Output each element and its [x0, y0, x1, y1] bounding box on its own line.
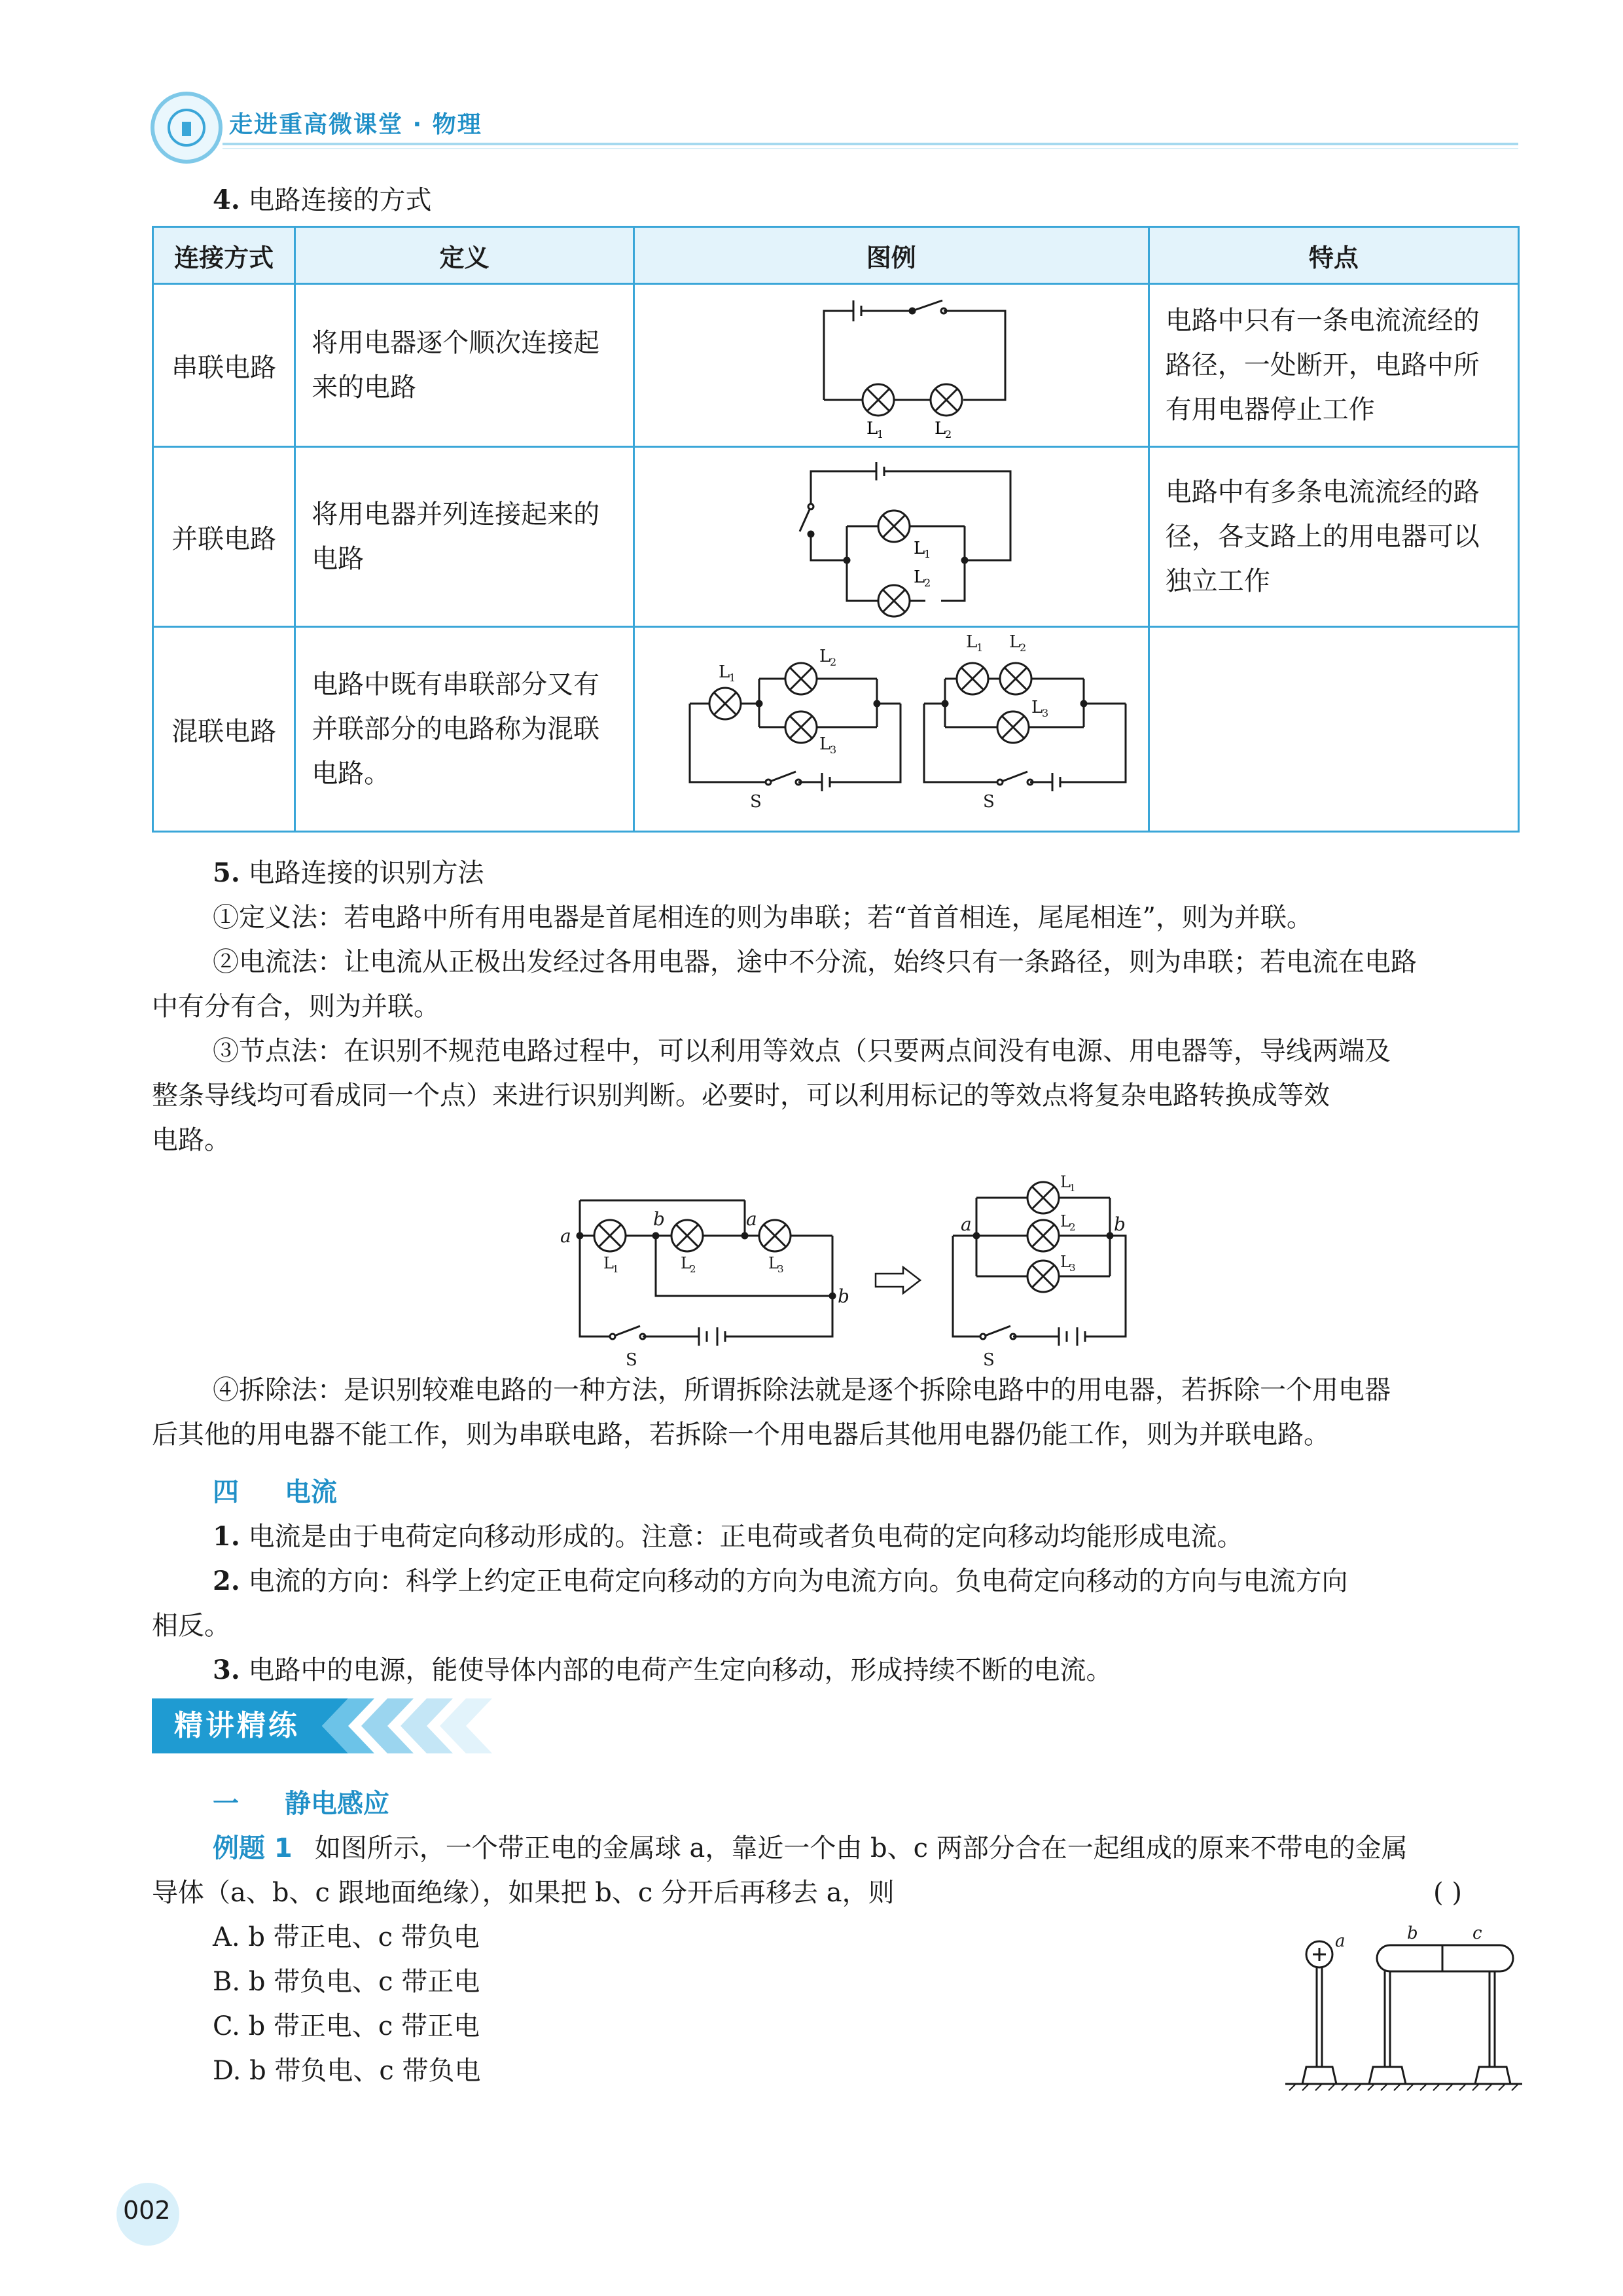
row-name: 并联电路: [153, 447, 295, 627]
parallel-circuit-svg: [651, 448, 1132, 619]
table-row: [153, 627, 1519, 832]
mixed-circuit-diagrams: [633, 627, 1149, 832]
svg-text:L: L: [866, 419, 878, 439]
connection-table: [152, 226, 1520, 833]
col-header: 连接方式: [153, 227, 295, 284]
svg-text:L: L: [681, 1254, 691, 1272]
row-name: 混联电路: [153, 627, 295, 832]
svg-text:3: 3: [1069, 1262, 1076, 1274]
parallel-circuit-diagram: [633, 447, 1149, 627]
row-feature: 电路中只有一条电流流经的路径，一处断开，电路中所有用电器停止工作: [1149, 284, 1518, 447]
svg-text:b: b: [1114, 1213, 1126, 1235]
row-definition: 将用电器逐个顺次连接起来的电路: [295, 284, 634, 447]
svg-text:3: 3: [1041, 707, 1048, 719]
method-definition: ①定义法：若电路中所有用电器是首尾相连的则为串联；若“首首相连，尾尾相连”，则为并联。: [213, 903, 1313, 933]
current-item-2: 2. 电流的方向：科学上约定正电荷定向移动的方向为电流方向。负电荷定向移动的方向与电流方向: [213, 1566, 1348, 1596]
svg-text:1: 1: [923, 548, 931, 560]
method-remove-1: ④拆除法：是识别较难电路的一种方法，所谓拆除法就是逐个拆除电路中的用电器，若拆除一个用电器: [213, 1375, 1391, 1405]
col-header: 图例: [633, 227, 1149, 284]
svg-text:c: c: [1472, 1924, 1482, 1943]
example-question-1: 例题 1 如图所示，一个带正电的金属球 a，靠近一个由 b、c 两部分合在一起组成的原来不带电的金属: [213, 1833, 1408, 1863]
svg-text:L: L: [1060, 1173, 1071, 1191]
current-item-2-cont: 相反。: [152, 1611, 230, 1641]
svg-text:b: b: [838, 1285, 849, 1307]
mixed-circuit-svg: [651, 628, 1132, 824]
svg-text:2: 2: [923, 577, 931, 589]
row-definition: 将用电器并列连接起来的电路: [295, 447, 634, 627]
svg-text:a: a: [560, 1225, 571, 1247]
svg-text:L: L: [603, 1254, 614, 1272]
induction-figure: [1283, 1922, 1525, 2092]
svg-text:2: 2: [1019, 641, 1026, 654]
svg-text:3: 3: [829, 744, 836, 756]
svg-text:L: L: [768, 1254, 779, 1272]
method-current-1: ②电流法：让电流从正极出发经过各用电器，途中不分流，始终只有一条路径，则为串联；若电流在电路: [213, 947, 1417, 977]
svg-text:L: L: [1060, 1253, 1071, 1271]
svg-text:L: L: [965, 632, 977, 652]
option-c: C. b 带正电、c 带正电: [213, 2011, 480, 2041]
svg-text:2: 2: [829, 656, 836, 668]
row-definition: 电路中既有串联部分又有并联部分的电路称为混联电路。: [295, 627, 634, 832]
col-header: 特点: [1149, 227, 1518, 284]
svg-text:a: a: [961, 1213, 972, 1235]
section-5-heading: 5. 电路连接的识别方法: [213, 857, 484, 888]
svg-text:L: L: [934, 419, 946, 439]
svg-text:L: L: [718, 662, 730, 682]
svg-text:L: L: [1031, 698, 1043, 717]
svg-text:L: L: [819, 734, 830, 754]
method-node-3: 电路。: [152, 1125, 230, 1155]
static-heading: 一 静电感应: [213, 1789, 389, 1819]
svg-text:2: 2: [944, 428, 952, 439]
method-node-2: 整条导线均可看成同一个点）来进行识别判断。必要时，可以利用标记的等效点将复杂电路转换成等效: [152, 1081, 1330, 1111]
svg-text:2: 2: [690, 1263, 696, 1275]
svg-text:L: L: [913, 539, 925, 558]
svg-text:S: S: [983, 1350, 995, 1370]
col-header: 定义: [295, 227, 634, 284]
method-node-1: ③节点法：在识别不规范电路过程中，可以利用等效点（只要两点间没有电源、用电器等，导线两端及: [213, 1036, 1391, 1066]
option-a: A. b 带正电、c 带负电: [213, 1922, 480, 1952]
option-b: B. b 带负电、c 带正电: [213, 1967, 480, 1997]
header-rule-thin: [223, 148, 1518, 149]
practice-banner: 精讲精练: [152, 1698, 499, 1753]
series-circuit-svg: [651, 285, 1132, 439]
svg-text:1: 1: [976, 641, 983, 654]
row-feature: [1149, 627, 1518, 832]
svg-text:L: L: [1008, 632, 1020, 652]
equivalent-circuit-diagram: [550, 1172, 1139, 1374]
header-rule: [223, 143, 1518, 145]
header-title: 走进重高微课堂 · 物理: [229, 111, 482, 138]
example-question-2: 导体（a、b、c 跟地面绝缘），如果把 b、c 分开后再移去 a，则: [152, 1878, 895, 1908]
svg-text:2: 2: [1069, 1221, 1076, 1233]
svg-text:S: S: [982, 792, 995, 812]
svg-text:a: a: [1335, 1931, 1346, 1951]
svg-text:b: b: [653, 1208, 665, 1230]
svg-text:S: S: [749, 792, 762, 812]
svg-text:L: L: [913, 567, 925, 587]
series-circuit-diagram: [633, 284, 1149, 447]
svg-text:L: L: [819, 647, 830, 666]
table-header-row: [153, 227, 1519, 284]
svg-text:1: 1: [876, 428, 883, 439]
svg-text:3: 3: [777, 1263, 784, 1275]
row-feature: 电路中有多条电流流经的路径，各支路上的用电器可以独立工作: [1149, 447, 1518, 627]
current-heading: 四 电流: [213, 1477, 337, 1507]
table-row: [153, 447, 1519, 627]
current-item-1: 1. 电流是由于电荷定向移动形成的。注意：正电荷或者负电荷的定向移动均能形成电流。: [213, 1521, 1243, 1552]
method-current-2: 中有分有合，则为并联。: [152, 992, 440, 1022]
current-item-3: 3. 电路中的电源，能使导体内部的电荷产生定向移动，形成持续不断的电流。: [213, 1655, 1113, 1685]
svg-text:1: 1: [613, 1263, 619, 1275]
page-number: 002: [123, 2196, 171, 2225]
row-name: 串联电路: [153, 284, 295, 447]
svg-text:b: b: [1407, 1924, 1418, 1943]
svg-text:1: 1: [728, 672, 736, 684]
svg-text:a: a: [746, 1208, 757, 1230]
svg-text:1: 1: [1069, 1182, 1076, 1194]
answer-parentheses: ( ): [1433, 1878, 1462, 1908]
svg-text:S: S: [626, 1350, 637, 1370]
method-remove-2: 后其他的用电器不能工作，则为串联电路，若拆除一个用电器后其他用电器仍能工作，则为并联电路。: [152, 1420, 1330, 1450]
table-row: [153, 284, 1519, 447]
option-d: D. b 带负电、c 带负电: [213, 2056, 481, 2086]
logo: [151, 92, 223, 164]
svg-text:L: L: [1060, 1212, 1071, 1230]
section-4-heading: 4. 电路连接的方式: [213, 185, 432, 215]
